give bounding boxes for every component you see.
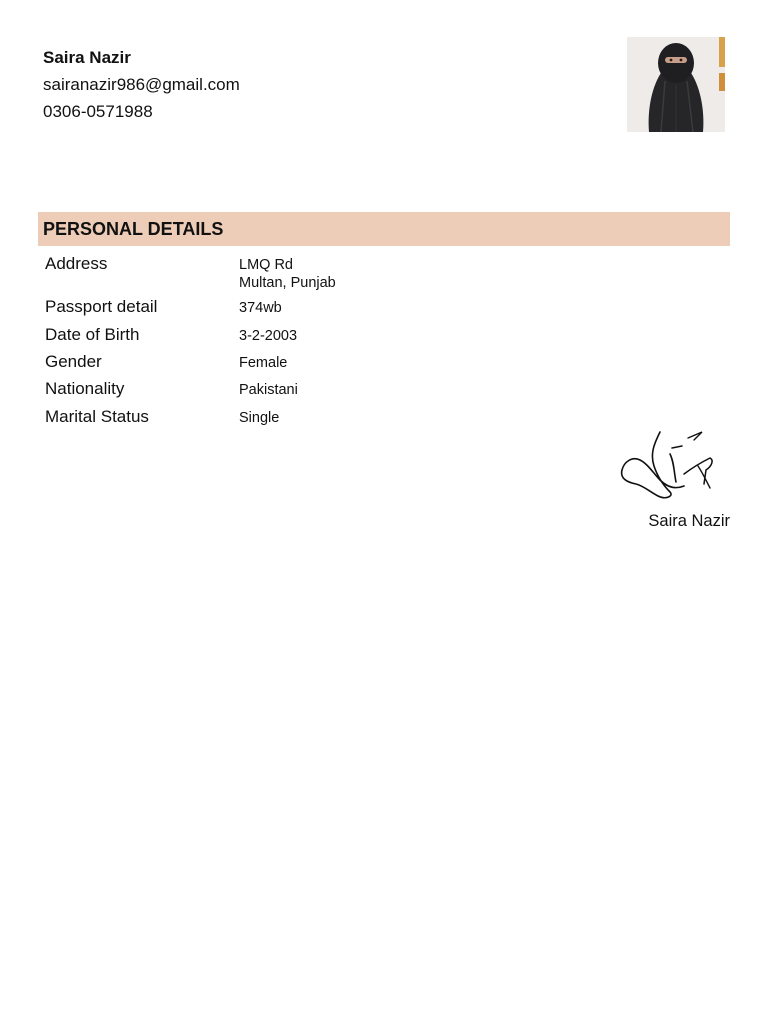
detail-label: Nationality xyxy=(45,379,125,398)
profile-photo xyxy=(627,37,725,132)
detail-label: Date of Birth xyxy=(45,325,140,344)
contact-header xyxy=(43,44,240,125)
detail-row-passport xyxy=(45,297,685,321)
detail-value: 374wb xyxy=(239,300,282,316)
detail-label: Address xyxy=(45,254,108,273)
detail-row-dob xyxy=(45,325,685,349)
detail-row-gender xyxy=(45,352,685,376)
section-title: PERSONAL DETAILS xyxy=(43,219,224,239)
personal-details-header xyxy=(38,212,730,246)
signature-image xyxy=(614,426,724,506)
address-line-1: LMQ Rd xyxy=(239,257,293,273)
detail-value: 3-2-2003 xyxy=(239,328,298,344)
detail-value: Single xyxy=(239,410,280,426)
detail-row-nationality xyxy=(45,379,685,403)
phone-text: 0306-0571988 xyxy=(43,102,153,121)
detail-label: Gender xyxy=(45,352,102,371)
detail-label: Marital Status xyxy=(45,407,149,426)
email-text: sairanazir986@gmail.com xyxy=(43,75,240,94)
detail-value: Female xyxy=(239,355,288,371)
signature-name: Saira Nazir xyxy=(648,512,730,530)
detail-label: Passport detail xyxy=(45,297,158,316)
detail-value: Pakistani xyxy=(239,382,298,398)
address-line-2: Multan, Punjab xyxy=(239,275,336,291)
detail-value xyxy=(239,256,336,292)
detail-row-marital-status xyxy=(45,407,685,431)
detail-row-address xyxy=(45,254,685,294)
applicant-name: Saira Nazir xyxy=(43,48,131,67)
